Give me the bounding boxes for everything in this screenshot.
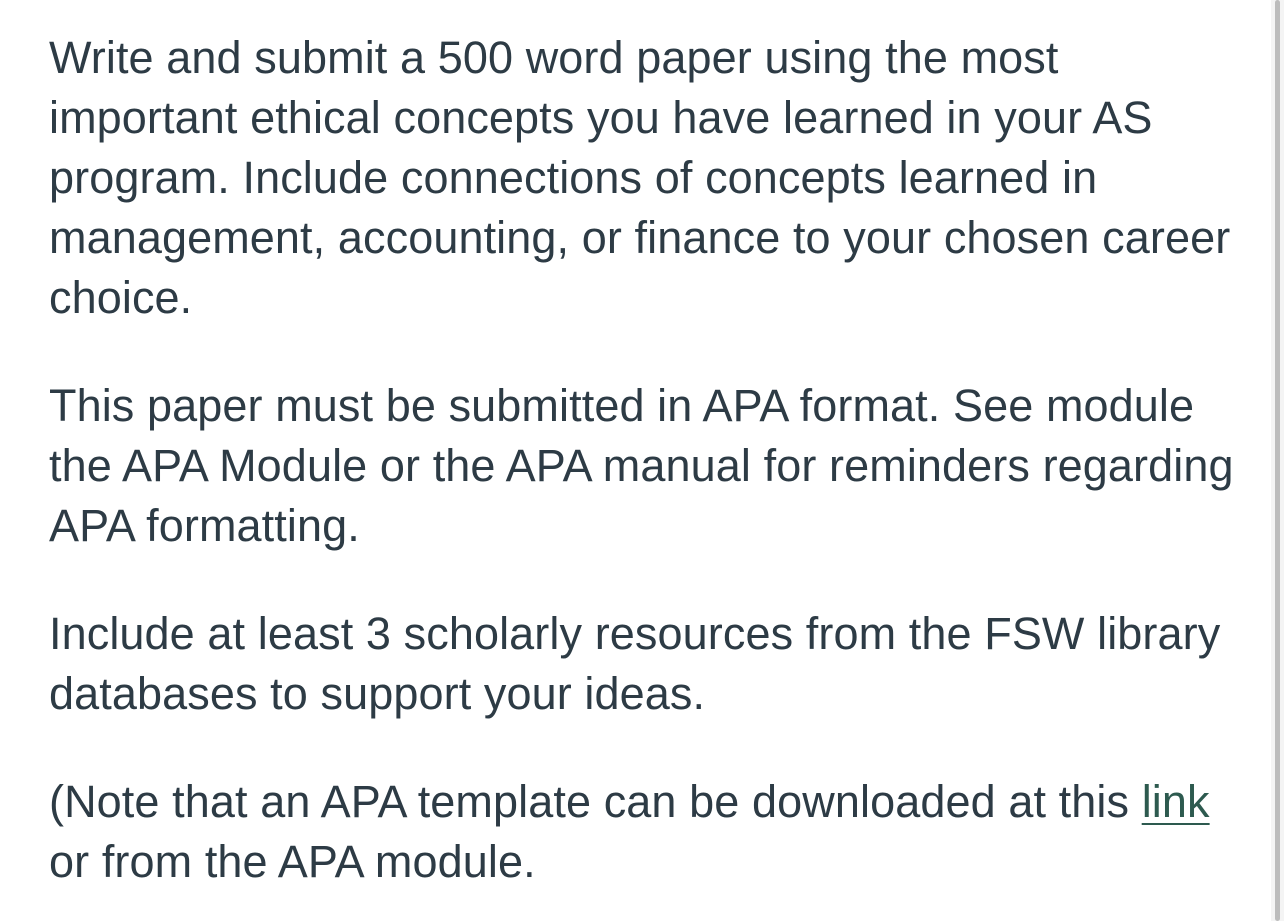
- template-note-prefix: (Note that an APA template can be downloaded at this: [49, 776, 1142, 827]
- template-note-paragraph: [49, 772, 1249, 892]
- assignment-description: [49, 28, 1249, 921]
- resources-paragraph: Include at least 3 scholarly resources from the FSW library databases to support your ideas.: [49, 608, 1221, 719]
- scrollbar-track[interactable]: [1271, 0, 1284, 921]
- instructions-paragraph: Write and submit a 500 word paper using the most important ethical concepts you have learned in your AS program. Include connections of concepts learned in management, accounting, or finance to your chosen career choice.: [49, 32, 1231, 323]
- template-note-suffix: or from the APA module.: [49, 836, 536, 887]
- apa-format-paragraph: This paper must be submitted in APA format. See module the APA Module or the APA manual for reminders regarding APA formatting.: [49, 380, 1234, 551]
- scrollbar-thumb[interactable]: [1275, 0, 1280, 921]
- apa-template-link[interactable]: link: [1141, 776, 1210, 827]
